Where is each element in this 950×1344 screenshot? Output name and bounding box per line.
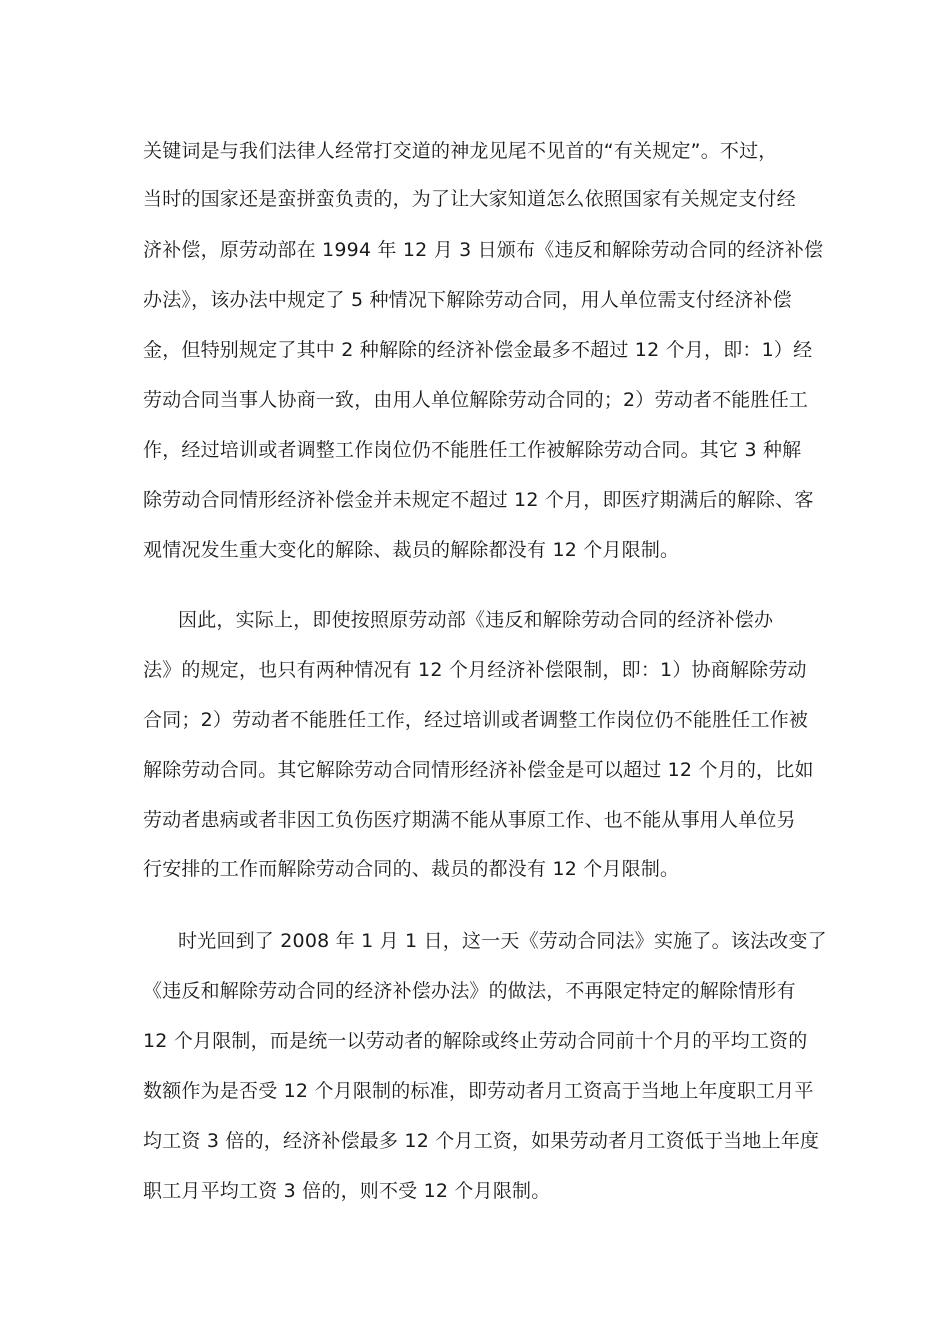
paragraph-3-line-6: 职工月平均工资 3 倍的，则不受 12 个月限制。 [143, 1180, 551, 1202]
paragraph-3-line-4: 数额作为是否受 12 个月限制的标准，即劳动者月工资高于当地上年度职工月平 [143, 1080, 814, 1102]
paragraph-3-line-1: 时光回到了 2008 年 1 月 1 日，这一天《劳动合同法》实施了。该法改变了 [178, 930, 827, 952]
paragraph-2-line-5: 劳动者患病或者非因工负伤医疗期满不能从事原工作、也不能从事用人单位另 [143, 809, 796, 831]
paragraph-1-line-9: 观情况发生重大变化的解除、裁员的解除都没有 12 个月限制。 [143, 539, 680, 561]
paragraph-3-line-3: 12 个月限制，而是统一以劳动者的解除或终止劳动合同前十个月的平均工资的 [143, 1030, 808, 1052]
paragraph-1-line-8: 除劳动合同情形经济补偿金并未规定不超过 12 个月，即医疗期满后的解除、客 [143, 489, 814, 511]
paragraph-1-line-1: 关键词是与我们法律人经常打交道的神龙见尾不见首的“有关规定”。不过， [143, 140, 778, 162]
paragraph-2-line-1: 因此，实际上，即使按照原劳动部《违反和解除劳动合同的经济补偿办 [178, 609, 774, 631]
paragraph-1-line-6: 劳动合同当事人协商一致，由用人单位解除劳动合同的；2）劳动者不能胜任工 [143, 389, 809, 411]
paragraph-3-line-2: 《违反和解除劳动合同的经济补偿办法》的做法，不再限定特定的解除情形有 [143, 980, 796, 1002]
paragraph-2-line-4: 解除劳动合同。其它解除劳动合同情形经济补偿金是可以超过 12 个月的，比如 [143, 759, 814, 781]
paragraph-2-line-2: 法》的规定，也只有两种情况有 12 个月经济补偿限制，即：1）协商解除劳动 [143, 659, 807, 681]
paragraph-1-line-5: 金，但特别规定了其中 2 种解除的经济补偿金最多不超过 12 个月，即：1）经 [143, 339, 813, 361]
paragraph-1-line-2: 当时的国家还是蛮拼蛮负责的，为了让大家知道怎么依照国家有关规定支付经 [143, 188, 796, 210]
paragraph-1-line-3: 济补偿，原劳动部在 1994 年 12 月 3 日颁布《违反和解除劳动合同的经济补偿 [143, 239, 824, 261]
paragraph-3-line-5: 均工资 3 倍的，经济补偿最多 12 个月工资，如果劳动者月工资低于当地上年度 [143, 1130, 820, 1152]
paragraph-2-line-3: 合同；2）劳动者不能胜任工作，经过培训或者调整工作岗位仍不能胜任工作被 [143, 709, 809, 731]
paragraph-1-line-7: 作，经过培训或者调整工作岗位仍不能胜任工作被解除劳动合同。其它 3 种解 [143, 439, 802, 461]
paragraph-2-line-6: 行安排的工作而解除劳动合同的、裁员的都没有 12 个月限制。 [143, 858, 680, 880]
paragraph-1-line-4: 办法》，该办法中规定了 5 种情况下解除劳动合同，用人单位需支付经济补偿 [143, 289, 792, 311]
